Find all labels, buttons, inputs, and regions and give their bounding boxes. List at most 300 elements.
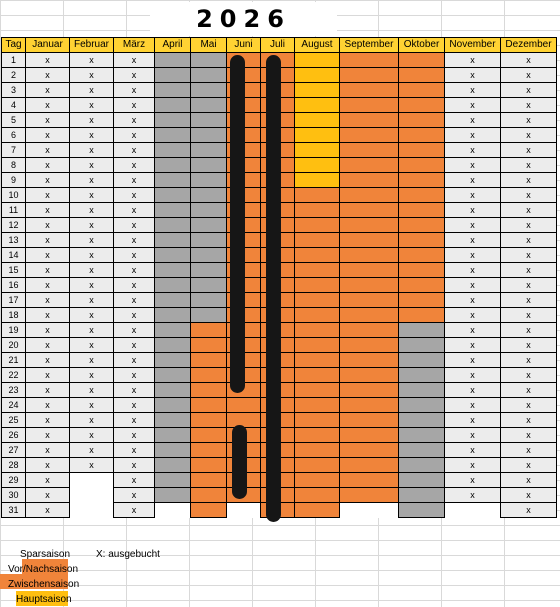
booked-cell-maerz[interactable]: x bbox=[114, 428, 155, 443]
season-cell-mai[interactable] bbox=[191, 53, 227, 68]
season-cell-mai[interactable] bbox=[191, 83, 227, 98]
season-cell-april[interactable] bbox=[155, 323, 191, 338]
season-cell-mai[interactable] bbox=[191, 368, 227, 383]
booked-cell-januar[interactable]: x bbox=[26, 398, 70, 413]
booked-cell-januar[interactable]: x bbox=[26, 158, 70, 173]
booked-cell-februar[interactable]: x bbox=[70, 158, 114, 173]
season-cell-mai[interactable] bbox=[191, 488, 227, 503]
booked-cell-november[interactable]: x bbox=[445, 398, 501, 413]
season-cell-august[interactable] bbox=[295, 428, 340, 443]
season-cell-april[interactable] bbox=[155, 383, 191, 398]
booked-cell-november[interactable]: x bbox=[445, 203, 501, 218]
season-cell-august[interactable] bbox=[295, 473, 340, 488]
booked-cell-januar[interactable]: x bbox=[26, 503, 70, 518]
season-cell-april[interactable] bbox=[155, 413, 191, 428]
season-cell-oktober[interactable] bbox=[399, 443, 445, 458]
booked-cell-november[interactable]: x bbox=[445, 458, 501, 473]
header-day[interactable]: Tag bbox=[2, 38, 26, 53]
booked-cell-februar[interactable]: x bbox=[70, 353, 114, 368]
season-cell-mai[interactable] bbox=[191, 473, 227, 488]
booked-cell-november[interactable]: x bbox=[445, 308, 501, 323]
season-cell-oktober[interactable] bbox=[399, 173, 445, 188]
day-number-cell[interactable]: 31 bbox=[2, 503, 26, 518]
booked-cell-januar[interactable]: x bbox=[26, 353, 70, 368]
season-cell-oktober[interactable] bbox=[399, 353, 445, 368]
empty-cell-april[interactable] bbox=[155, 503, 191, 518]
day-number-cell[interactable]: 13 bbox=[2, 233, 26, 248]
booked-cell-dezember[interactable]: x bbox=[501, 293, 557, 308]
booked-cell-november[interactable]: x bbox=[445, 443, 501, 458]
season-cell-september[interactable] bbox=[340, 203, 399, 218]
season-cell-august[interactable] bbox=[295, 53, 340, 68]
header-month-september[interactable]: September bbox=[340, 38, 399, 53]
season-cell-september[interactable] bbox=[340, 413, 399, 428]
booked-cell-januar[interactable]: x bbox=[26, 443, 70, 458]
day-number-cell[interactable]: 29 bbox=[2, 473, 26, 488]
booked-cell-januar[interactable]: x bbox=[26, 458, 70, 473]
season-cell-april[interactable] bbox=[155, 428, 191, 443]
season-cell-mai[interactable] bbox=[191, 113, 227, 128]
day-number-cell[interactable]: 15 bbox=[2, 263, 26, 278]
booked-cell-januar[interactable]: x bbox=[26, 383, 70, 398]
booked-cell-dezember[interactable]: x bbox=[501, 353, 557, 368]
booked-cell-dezember[interactable]: x bbox=[501, 53, 557, 68]
season-cell-september[interactable] bbox=[340, 293, 399, 308]
booked-cell-januar[interactable]: x bbox=[26, 128, 70, 143]
booked-cell-februar[interactable]: x bbox=[70, 143, 114, 158]
booked-cell-dezember[interactable]: x bbox=[501, 158, 557, 173]
season-cell-august[interactable] bbox=[295, 113, 340, 128]
empty-cell-juni[interactable] bbox=[227, 503, 261, 518]
season-cell-mai[interactable] bbox=[191, 428, 227, 443]
season-cell-oktober[interactable] bbox=[399, 413, 445, 428]
day-number-cell[interactable]: 28 bbox=[2, 458, 26, 473]
booked-cell-februar[interactable]: x bbox=[70, 233, 114, 248]
season-cell-april[interactable] bbox=[155, 233, 191, 248]
season-cell-mai[interactable] bbox=[191, 413, 227, 428]
header-month-juli[interactable]: Juli bbox=[261, 38, 295, 53]
header-month-mai[interactable]: Mai bbox=[191, 38, 227, 53]
season-cell-september[interactable] bbox=[340, 68, 399, 83]
season-cell-september[interactable] bbox=[340, 218, 399, 233]
booked-cell-dezember[interactable]: x bbox=[501, 68, 557, 83]
booked-cell-februar[interactable]: x bbox=[70, 458, 114, 473]
season-cell-september[interactable] bbox=[340, 428, 399, 443]
season-cell-august[interactable] bbox=[295, 443, 340, 458]
season-cell-oktober[interactable] bbox=[399, 338, 445, 353]
season-cell-april[interactable] bbox=[155, 353, 191, 368]
day-number-cell[interactable]: 7 bbox=[2, 143, 26, 158]
day-number-cell[interactable]: 10 bbox=[2, 188, 26, 203]
booked-cell-dezember[interactable]: x bbox=[501, 113, 557, 128]
booked-cell-dezember[interactable]: x bbox=[501, 488, 557, 503]
season-cell-oktober[interactable] bbox=[399, 458, 445, 473]
booked-cell-maerz[interactable]: x bbox=[114, 68, 155, 83]
booked-cell-dezember[interactable]: x bbox=[501, 143, 557, 158]
season-cell-oktober[interactable] bbox=[399, 143, 445, 158]
day-number-cell[interactable]: 30 bbox=[2, 488, 26, 503]
booked-cell-januar[interactable]: x bbox=[26, 53, 70, 68]
season-cell-august[interactable] bbox=[295, 503, 340, 518]
season-cell-april[interactable] bbox=[155, 473, 191, 488]
booked-cell-januar[interactable]: x bbox=[26, 338, 70, 353]
booked-cell-dezember[interactable]: x bbox=[501, 368, 557, 383]
season-cell-august[interactable] bbox=[295, 128, 340, 143]
season-cell-september[interactable] bbox=[340, 53, 399, 68]
season-cell-april[interactable] bbox=[155, 173, 191, 188]
season-cell-oktober[interactable] bbox=[399, 278, 445, 293]
booked-cell-dezember[interactable]: x bbox=[501, 203, 557, 218]
booked-cell-maerz[interactable]: x bbox=[114, 488, 155, 503]
season-cell-mai[interactable] bbox=[191, 308, 227, 323]
booked-cell-november[interactable]: x bbox=[445, 83, 501, 98]
season-cell-oktober[interactable] bbox=[399, 398, 445, 413]
season-cell-april[interactable] bbox=[155, 128, 191, 143]
day-number-cell[interactable]: 14 bbox=[2, 248, 26, 263]
season-cell-august[interactable] bbox=[295, 248, 340, 263]
season-cell-mai[interactable] bbox=[191, 203, 227, 218]
booked-cell-november[interactable]: x bbox=[445, 143, 501, 158]
booked-cell-dezember[interactable]: x bbox=[501, 398, 557, 413]
booked-cell-februar[interactable]: x bbox=[70, 293, 114, 308]
season-cell-august[interactable] bbox=[295, 188, 340, 203]
booked-cell-januar[interactable]: x bbox=[26, 68, 70, 83]
season-cell-september[interactable] bbox=[340, 278, 399, 293]
booked-cell-januar[interactable]: x bbox=[26, 278, 70, 293]
season-cell-september[interactable] bbox=[340, 158, 399, 173]
booked-cell-februar[interactable]: x bbox=[70, 368, 114, 383]
day-number-cell[interactable]: 23 bbox=[2, 383, 26, 398]
season-cell-april[interactable] bbox=[155, 53, 191, 68]
booked-cell-maerz[interactable]: x bbox=[114, 413, 155, 428]
day-number-cell[interactable]: 6 bbox=[2, 128, 26, 143]
booked-cell-januar[interactable]: x bbox=[26, 143, 70, 158]
day-number-cell[interactable]: 27 bbox=[2, 443, 26, 458]
season-cell-august[interactable] bbox=[295, 158, 340, 173]
booked-cell-dezember[interactable]: x bbox=[501, 323, 557, 338]
booked-cell-januar[interactable]: x bbox=[26, 263, 70, 278]
booked-cell-maerz[interactable]: x bbox=[114, 443, 155, 458]
booked-cell-maerz[interactable]: x bbox=[114, 353, 155, 368]
booked-cell-november[interactable]: x bbox=[445, 293, 501, 308]
booked-cell-januar[interactable]: x bbox=[26, 203, 70, 218]
season-cell-september[interactable] bbox=[340, 368, 399, 383]
header-month-november[interactable]: November bbox=[445, 38, 501, 53]
season-cell-april[interactable] bbox=[155, 458, 191, 473]
booked-cell-november[interactable]: x bbox=[445, 473, 501, 488]
booked-cell-maerz[interactable]: x bbox=[114, 188, 155, 203]
season-cell-september[interactable] bbox=[340, 473, 399, 488]
booked-cell-februar[interactable]: x bbox=[70, 323, 114, 338]
season-cell-oktober[interactable] bbox=[399, 233, 445, 248]
header-month-dezember[interactable]: Dezember bbox=[501, 38, 557, 53]
booked-cell-februar[interactable]: x bbox=[70, 113, 114, 128]
season-cell-oktober[interactable] bbox=[399, 68, 445, 83]
season-cell-september[interactable] bbox=[340, 248, 399, 263]
booked-cell-maerz[interactable]: x bbox=[114, 113, 155, 128]
season-cell-august[interactable] bbox=[295, 98, 340, 113]
season-cell-oktober[interactable] bbox=[399, 383, 445, 398]
booked-cell-januar[interactable]: x bbox=[26, 428, 70, 443]
season-cell-april[interactable] bbox=[155, 188, 191, 203]
booked-cell-januar[interactable]: x bbox=[26, 308, 70, 323]
booked-cell-dezember[interactable]: x bbox=[501, 188, 557, 203]
season-cell-mai[interactable] bbox=[191, 188, 227, 203]
season-cell-august[interactable] bbox=[295, 398, 340, 413]
season-cell-april[interactable] bbox=[155, 443, 191, 458]
season-cell-august[interactable] bbox=[295, 308, 340, 323]
day-number-cell[interactable]: 21 bbox=[2, 353, 26, 368]
season-cell-oktober[interactable] bbox=[399, 323, 445, 338]
booked-cell-februar[interactable]: x bbox=[70, 248, 114, 263]
season-cell-september[interactable] bbox=[340, 173, 399, 188]
booked-cell-dezember[interactable]: x bbox=[501, 413, 557, 428]
booked-cell-januar[interactable]: x bbox=[26, 98, 70, 113]
booked-cell-november[interactable]: x bbox=[445, 248, 501, 263]
season-cell-april[interactable] bbox=[155, 368, 191, 383]
booked-cell-februar[interactable]: x bbox=[70, 428, 114, 443]
season-cell-oktober[interactable] bbox=[399, 158, 445, 173]
season-cell-mai[interactable] bbox=[191, 248, 227, 263]
header-month-maerz[interactable]: März bbox=[114, 38, 155, 53]
season-cell-september[interactable] bbox=[340, 83, 399, 98]
booked-cell-dezember[interactable]: x bbox=[501, 173, 557, 188]
booked-cell-februar[interactable]: x bbox=[70, 383, 114, 398]
booked-cell-maerz[interactable]: x bbox=[114, 143, 155, 158]
booked-cell-januar[interactable]: x bbox=[26, 113, 70, 128]
season-cell-oktober[interactable] bbox=[399, 488, 445, 503]
season-cell-mai[interactable] bbox=[191, 128, 227, 143]
booked-cell-februar[interactable]: x bbox=[70, 173, 114, 188]
booked-cell-maerz[interactable]: x bbox=[114, 233, 155, 248]
season-cell-april[interactable] bbox=[155, 158, 191, 173]
season-cell-oktober[interactable] bbox=[399, 203, 445, 218]
season-cell-mai[interactable] bbox=[191, 218, 227, 233]
day-number-cell[interactable]: 22 bbox=[2, 368, 26, 383]
empty-cell-september[interactable] bbox=[340, 503, 399, 518]
booked-cell-dezember[interactable]: x bbox=[501, 458, 557, 473]
season-cell-august[interactable] bbox=[295, 293, 340, 308]
season-cell-mai[interactable] bbox=[191, 233, 227, 248]
booked-cell-november[interactable]: x bbox=[445, 338, 501, 353]
booked-cell-februar[interactable]: x bbox=[70, 278, 114, 293]
booked-cell-maerz[interactable]: x bbox=[114, 263, 155, 278]
booked-cell-februar[interactable]: x bbox=[70, 413, 114, 428]
header-month-februar[interactable]: Februar bbox=[70, 38, 114, 53]
booked-cell-maerz[interactable]: x bbox=[114, 218, 155, 233]
season-cell-august[interactable] bbox=[295, 323, 340, 338]
season-cell-april[interactable] bbox=[155, 308, 191, 323]
booked-cell-februar[interactable]: x bbox=[70, 263, 114, 278]
season-cell-september[interactable] bbox=[340, 323, 399, 338]
booked-cell-november[interactable]: x bbox=[445, 113, 501, 128]
booked-cell-november[interactable]: x bbox=[445, 158, 501, 173]
season-cell-oktober[interactable] bbox=[399, 83, 445, 98]
season-cell-september[interactable] bbox=[340, 113, 399, 128]
season-cell-september[interactable] bbox=[340, 233, 399, 248]
season-cell-april[interactable] bbox=[155, 113, 191, 128]
day-number-cell[interactable]: 1 bbox=[2, 53, 26, 68]
season-cell-april[interactable] bbox=[155, 248, 191, 263]
booked-cell-maerz[interactable]: x bbox=[114, 173, 155, 188]
booked-cell-maerz[interactable]: x bbox=[114, 308, 155, 323]
day-number-cell[interactable]: 18 bbox=[2, 308, 26, 323]
day-number-cell[interactable]: 12 bbox=[2, 218, 26, 233]
season-cell-mai[interactable] bbox=[191, 143, 227, 158]
season-cell-august[interactable] bbox=[295, 263, 340, 278]
season-cell-oktober[interactable] bbox=[399, 128, 445, 143]
season-cell-april[interactable] bbox=[155, 263, 191, 278]
booked-cell-november[interactable]: x bbox=[445, 368, 501, 383]
season-cell-april[interactable] bbox=[155, 68, 191, 83]
season-cell-mai[interactable] bbox=[191, 503, 227, 518]
season-cell-september[interactable] bbox=[340, 458, 399, 473]
booked-cell-maerz[interactable]: x bbox=[114, 278, 155, 293]
season-cell-april[interactable] bbox=[155, 488, 191, 503]
season-cell-august[interactable] bbox=[295, 383, 340, 398]
season-cell-mai[interactable] bbox=[191, 263, 227, 278]
empty-cell-februar[interactable] bbox=[70, 488, 114, 503]
season-cell-oktober[interactable] bbox=[399, 188, 445, 203]
booked-cell-november[interactable]: x bbox=[445, 218, 501, 233]
season-cell-september[interactable] bbox=[340, 128, 399, 143]
booked-cell-januar[interactable]: x bbox=[26, 188, 70, 203]
booked-cell-dezember[interactable]: x bbox=[501, 83, 557, 98]
booked-cell-dezember[interactable]: x bbox=[501, 443, 557, 458]
booked-cell-maerz[interactable]: x bbox=[114, 368, 155, 383]
booked-cell-november[interactable]: x bbox=[445, 278, 501, 293]
header-month-august[interactable]: August bbox=[295, 38, 340, 53]
booked-cell-maerz[interactable]: x bbox=[114, 503, 155, 518]
booked-cell-januar[interactable]: x bbox=[26, 413, 70, 428]
booked-cell-dezember[interactable]: x bbox=[501, 98, 557, 113]
booked-cell-dezember[interactable]: x bbox=[501, 263, 557, 278]
booked-cell-januar[interactable]: x bbox=[26, 323, 70, 338]
booked-cell-februar[interactable]: x bbox=[70, 188, 114, 203]
season-cell-oktober[interactable] bbox=[399, 263, 445, 278]
empty-cell-februar[interactable] bbox=[70, 503, 114, 518]
season-cell-oktober[interactable] bbox=[399, 113, 445, 128]
booked-cell-maerz[interactable]: x bbox=[114, 203, 155, 218]
season-cell-oktober[interactable] bbox=[399, 53, 445, 68]
header-month-juni[interactable]: Juni bbox=[227, 38, 261, 53]
booked-cell-dezember[interactable]: x bbox=[501, 308, 557, 323]
season-cell-august[interactable] bbox=[295, 353, 340, 368]
season-cell-oktober[interactable] bbox=[399, 308, 445, 323]
season-cell-august[interactable] bbox=[295, 413, 340, 428]
booked-cell-maerz[interactable]: x bbox=[114, 338, 155, 353]
season-cell-mai[interactable] bbox=[191, 293, 227, 308]
season-cell-april[interactable] bbox=[155, 278, 191, 293]
booked-cell-november[interactable]: x bbox=[445, 68, 501, 83]
season-cell-september[interactable] bbox=[340, 443, 399, 458]
booked-cell-dezember[interactable]: x bbox=[501, 503, 557, 518]
day-number-cell[interactable]: 26 bbox=[2, 428, 26, 443]
day-number-cell[interactable]: 3 bbox=[2, 83, 26, 98]
booked-cell-maerz[interactable]: x bbox=[114, 53, 155, 68]
season-cell-august[interactable] bbox=[295, 458, 340, 473]
booked-cell-november[interactable]: x bbox=[445, 173, 501, 188]
season-cell-august[interactable] bbox=[295, 338, 340, 353]
season-cell-mai[interactable] bbox=[191, 173, 227, 188]
day-number-cell[interactable]: 4 bbox=[2, 98, 26, 113]
season-cell-april[interactable] bbox=[155, 143, 191, 158]
booked-cell-februar[interactable]: x bbox=[70, 53, 114, 68]
season-cell-september[interactable] bbox=[340, 353, 399, 368]
booked-cell-februar[interactable]: x bbox=[70, 338, 114, 353]
booked-cell-dezember[interactable]: x bbox=[501, 473, 557, 488]
season-cell-september[interactable] bbox=[340, 488, 399, 503]
day-number-cell[interactable]: 11 bbox=[2, 203, 26, 218]
season-cell-mai[interactable] bbox=[191, 98, 227, 113]
season-cell-mai[interactable] bbox=[191, 278, 227, 293]
booked-cell-januar[interactable]: x bbox=[26, 473, 70, 488]
booked-cell-januar[interactable]: x bbox=[26, 83, 70, 98]
booked-cell-november[interactable]: x bbox=[445, 428, 501, 443]
booked-cell-maerz[interactable]: x bbox=[114, 128, 155, 143]
booked-cell-maerz[interactable]: x bbox=[114, 323, 155, 338]
booked-cell-maerz[interactable]: x bbox=[114, 398, 155, 413]
booked-cell-november[interactable]: x bbox=[445, 128, 501, 143]
day-number-cell[interactable]: 8 bbox=[2, 158, 26, 173]
season-cell-oktober[interactable] bbox=[399, 473, 445, 488]
season-cell-april[interactable] bbox=[155, 293, 191, 308]
day-number-cell[interactable]: 24 bbox=[2, 398, 26, 413]
season-cell-mai[interactable] bbox=[191, 68, 227, 83]
season-cell-august[interactable] bbox=[295, 173, 340, 188]
booked-cell-dezember[interactable]: x bbox=[501, 233, 557, 248]
season-cell-oktober[interactable] bbox=[399, 218, 445, 233]
booked-cell-januar[interactable]: x bbox=[26, 248, 70, 263]
season-cell-oktober[interactable] bbox=[399, 248, 445, 263]
booked-cell-maerz[interactable]: x bbox=[114, 458, 155, 473]
header-month-januar[interactable]: Januar bbox=[26, 38, 70, 53]
season-cell-mai[interactable] bbox=[191, 158, 227, 173]
season-cell-august[interactable] bbox=[295, 203, 340, 218]
booked-cell-februar[interactable]: x bbox=[70, 203, 114, 218]
season-cell-juni[interactable] bbox=[227, 398, 261, 413]
booked-cell-februar[interactable]: x bbox=[70, 68, 114, 83]
booked-cell-februar[interactable]: x bbox=[70, 308, 114, 323]
day-number-cell[interactable]: 17 bbox=[2, 293, 26, 308]
season-cell-oktober[interactable] bbox=[399, 98, 445, 113]
booked-cell-januar[interactable]: x bbox=[26, 488, 70, 503]
booked-cell-dezember[interactable]: x bbox=[501, 338, 557, 353]
season-cell-august[interactable] bbox=[295, 233, 340, 248]
day-number-cell[interactable]: 2 bbox=[2, 68, 26, 83]
season-cell-september[interactable] bbox=[340, 383, 399, 398]
season-cell-april[interactable] bbox=[155, 203, 191, 218]
season-cell-april[interactable] bbox=[155, 83, 191, 98]
booked-cell-februar[interactable]: x bbox=[70, 83, 114, 98]
booked-cell-november[interactable]: x bbox=[445, 383, 501, 398]
empty-cell-november[interactable] bbox=[445, 503, 501, 518]
booked-cell-februar[interactable]: x bbox=[70, 398, 114, 413]
booked-cell-maerz[interactable]: x bbox=[114, 158, 155, 173]
season-cell-september[interactable] bbox=[340, 143, 399, 158]
booked-cell-februar[interactable]: x bbox=[70, 443, 114, 458]
header-month-april[interactable]: April bbox=[155, 38, 191, 53]
booked-cell-maerz[interactable]: x bbox=[114, 473, 155, 488]
booked-cell-november[interactable]: x bbox=[445, 488, 501, 503]
booked-cell-maerz[interactable]: x bbox=[114, 293, 155, 308]
booked-cell-dezember[interactable]: x bbox=[501, 383, 557, 398]
season-cell-mai[interactable] bbox=[191, 383, 227, 398]
season-cell-mai[interactable] bbox=[191, 323, 227, 338]
booked-cell-maerz[interactable]: x bbox=[114, 383, 155, 398]
booked-cell-dezember[interactable]: x bbox=[501, 428, 557, 443]
day-number-cell[interactable]: 5 bbox=[2, 113, 26, 128]
